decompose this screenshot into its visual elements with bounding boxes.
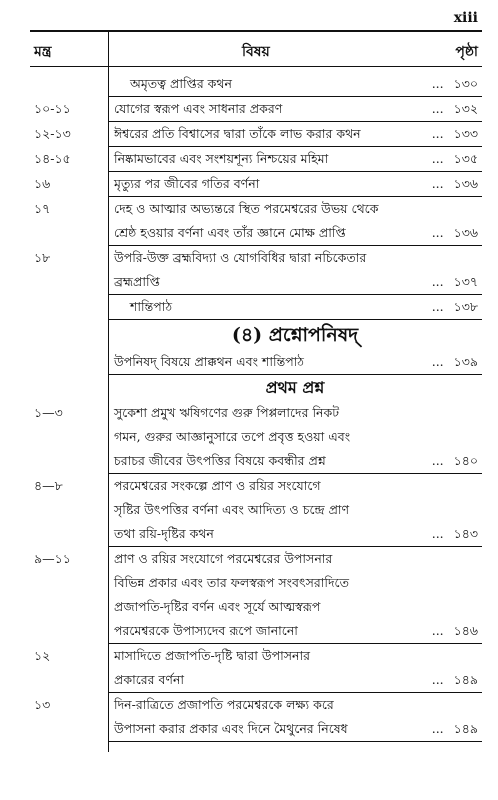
topic-line: দেহ ও আত্মার অভ্যন্তরে স্থিত পরমেশ্বরের উভয় থেকে: [114, 201, 379, 216]
topic: [108, 97, 400, 121]
topic-line: পরমেশ্বরের সংকল্পে প্রাণ ও রয়ির সংযোগে: [114, 478, 321, 493]
leader-dots: ...: [431, 453, 444, 468]
page-ref: [400, 147, 482, 171]
page-ref-number: ১৪০: [453, 453, 478, 468]
topic-line: যোগের স্বরূপ এবং সাধনার প্রকরণ: [114, 101, 283, 116]
topic-line: প্রকারের বর্ণনা: [114, 672, 185, 687]
page-ref: [400, 122, 482, 146]
subsection-heading: প্রথম প্রশ্ন: [265, 378, 325, 397]
mantra-range: [30, 295, 108, 319]
topic: [108, 474, 400, 546]
topic: [108, 197, 400, 245]
page-ref-number: ১৩২: [453, 101, 478, 116]
contents-row: [30, 246, 482, 294]
topic-line: অমৃতত্ব প্রাপ্তির কথন: [130, 76, 232, 91]
contents-row: [30, 72, 482, 96]
leader-dots: ...: [431, 354, 444, 369]
page-ref-number: ১৩৮: [453, 299, 478, 314]
topic: [108, 693, 400, 741]
leader-dots: ...: [431, 526, 444, 541]
topic-line: প্রজাপতি-দৃষ্টির বর্ণন এবং সূর্যে আত্মস্বরূপ: [114, 599, 321, 614]
mantra-range: ১—৩: [34, 405, 63, 420]
contents-row: [30, 401, 482, 473]
topic-line: শ্রেষ্ঠ হওয়ার বর্ণনা এবং তাঁর জ্ঞানে মোক্ষ প্রাপ্তি: [114, 225, 346, 240]
row-rule: [108, 741, 482, 742]
page-ref: [400, 619, 482, 643]
mantra-range: ১৭: [34, 201, 51, 216]
contents-row: [30, 172, 482, 196]
page-ref-number: ১৩৬: [453, 225, 478, 240]
topic-line: তথা রয়ি-দৃষ্টির কথন: [114, 526, 214, 541]
topic: [108, 350, 400, 374]
contents-row: [30, 644, 482, 692]
page-ref-number: ১৩৯: [453, 354, 478, 369]
page-ref: [400, 72, 482, 96]
page-ref: [400, 522, 482, 546]
contents-table: [30, 72, 482, 742]
topic-line: পরমেশ্বরকে উপাস্যদেব রূপে জানানো: [114, 623, 298, 638]
page-ref: [400, 221, 482, 245]
topic: [108, 246, 400, 294]
mantra-range: ৯—১১: [34, 551, 71, 566]
leader-dots: ...: [431, 225, 444, 240]
leader-dots: ...: [431, 274, 444, 289]
topic-line: উপরি-উক্ত ব্রহ্মবিদ্যা ও যোগবিধির দ্বারা নচিকেতার: [114, 250, 367, 265]
topic-line: সুকেশা প্রমুখ ঋষিগণের গুরু পিপ্পলাদের নিকট: [114, 405, 340, 420]
leader-dots: ...: [431, 672, 444, 687]
topic-line: প্রাণ ও রয়ির সংযোগে পরমেশ্বরের উপাসনার: [114, 551, 333, 566]
mantra-range: ১৮: [34, 250, 51, 265]
topic-line: শান্তিপাঠ: [130, 299, 173, 314]
table-header: [30, 40, 482, 74]
top-rule: [30, 30, 482, 32]
topic: [108, 72, 400, 96]
page-ref-number: ১৩০: [453, 76, 478, 91]
leader-dots: ...: [431, 151, 444, 166]
page-ref: [400, 350, 482, 374]
topic-line: ব্রহ্মপ্রাপ্তি: [114, 274, 160, 289]
topic-line: উপনিষদ্ বিষয়ে প্রাক্কথন এবং শান্তিপাঠ: [114, 354, 304, 369]
topic-line: গমন, গুরুর আজ্ঞানুসারে তপে প্রবৃত্ত হওয়া এবং: [114, 429, 351, 444]
contents-row: [30, 547, 482, 643]
mantra-range: ১০-১১: [34, 101, 71, 116]
topic: [108, 172, 400, 196]
mantra-range: [30, 72, 108, 96]
page-ref-number: ১৩৭: [453, 274, 478, 289]
topic: [108, 122, 400, 146]
mantra-range: ১২-১৩: [34, 126, 71, 141]
page-ref-number: ১৩৩: [453, 126, 478, 141]
mantra-range: [30, 350, 108, 374]
mantra-range: ১৬: [34, 176, 51, 191]
topic: [108, 401, 400, 473]
leader-dots: ...: [431, 623, 444, 638]
page-ref-number: ১৩৬: [453, 176, 478, 191]
mantra-range: ১৪-১৫: [34, 151, 71, 166]
contents-row: [30, 295, 482, 319]
page-ref-number: ১৩৫: [453, 151, 478, 166]
page-ref: [400, 668, 482, 692]
page-ref: [400, 270, 482, 294]
header-rule: [30, 66, 482, 67]
topic-line: মাসাদিতে প্রজাপতি-দৃষ্টি দ্বারা উপাসনার: [114, 648, 310, 663]
topic-line: নিষ্কামভাবের এবং সংশয়শূন্য নিশ্চয়ের মহিমা: [114, 151, 329, 166]
header-page: পৃষ্ঠা: [455, 44, 478, 60]
leader-dots: ...: [431, 299, 444, 314]
topic-line: উপাসনা করার প্রকার এবং দিনে মৈথুনের নিষেধ: [114, 721, 348, 736]
topic: [108, 644, 400, 692]
leader-dots: ...: [431, 126, 444, 141]
page-ref-number: ১৪৩: [453, 526, 478, 541]
topic-line: চরাচর জীবের উৎপত্তির বিষয়ে কবন্ধীর প্রশ্ন: [114, 453, 326, 468]
contents-row: [30, 97, 482, 121]
contents-row: [30, 147, 482, 171]
topic: [108, 147, 400, 171]
leader-dots: ...: [431, 101, 444, 116]
topic: [108, 295, 400, 319]
page-ref-number: ১৪৯: [453, 721, 478, 736]
page-ref-number: ১৪৯: [453, 672, 478, 687]
mantra-range: ৪—৮: [34, 478, 63, 493]
topic-line: সৃষ্টির উৎপত্তির বর্ণনা এবং আদিত্য ও চন্দ্রে প্রাণ: [114, 502, 350, 517]
contents-row: [30, 474, 482, 546]
topic-line: দিন-রাত্রিতে প্রজাপতি পরমেশ্বরকে লক্ষ্য করে: [114, 697, 334, 712]
topic: [108, 547, 400, 643]
contents-row: [30, 122, 482, 146]
leader-dots: ...: [431, 176, 444, 191]
contents-row: [30, 350, 482, 374]
topic-line: ঈশ্বরের প্রতি বিশ্বাসের দ্বারা তাঁকে লাভ করার কথন: [114, 126, 361, 141]
page-ref: [400, 295, 482, 319]
page-ref: [400, 97, 482, 121]
header-mantra: মন্ত্র: [34, 44, 52, 60]
header-subject: বিষয়: [242, 44, 270, 60]
section-heading: (৪) প্রশ্নোপনিষদ্: [231, 324, 359, 346]
page-ref: [400, 172, 482, 196]
page-ref: [400, 449, 482, 473]
page-ref: [400, 717, 482, 741]
page-number: xiii: [453, 10, 478, 26]
mantra-range: ১২: [34, 648, 51, 663]
topic-line: বিভিন্ন প্রকার এবং তার ফলস্বরূপ সংবৎসরাদিতে: [114, 575, 349, 590]
contents-row: [30, 197, 482, 245]
page-ref-number: ১৪৬: [453, 623, 478, 638]
leader-dots: ...: [431, 76, 444, 91]
topic-line: মৃত্যুর পর জীবের গতির বর্ণনা: [114, 176, 260, 191]
contents-row: [30, 693, 482, 741]
leader-dots: ...: [431, 721, 444, 736]
mantra-range: ১৩: [34, 697, 51, 712]
